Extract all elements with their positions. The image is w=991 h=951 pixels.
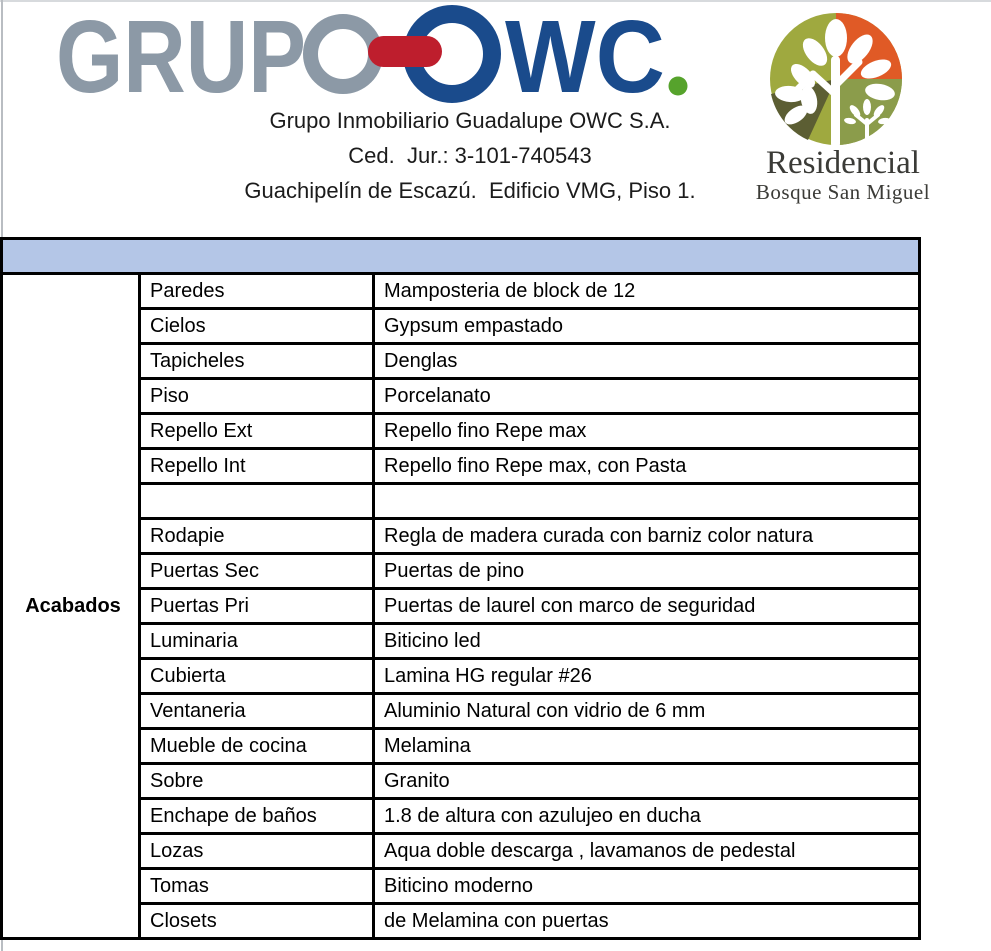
- spec-value-cell: Mamposteria de block de 12: [374, 274, 920, 309]
- table-row: [2, 379, 920, 414]
- page-edge-top: [0, 0, 991, 2]
- spec-label-cell: Sobre: [140, 764, 374, 799]
- spec-label-cell: [140, 484, 374, 519]
- spec-label-cell: Rodapie: [140, 519, 374, 554]
- table-row: [2, 624, 920, 659]
- owc-green-dot-icon: [669, 77, 688, 96]
- spec-label-cell: Closets: [140, 904, 374, 939]
- owc-wc-text: WC: [505, 3, 665, 109]
- table-row: [2, 589, 920, 624]
- spec-label-cell: Repello Ext: [140, 414, 374, 449]
- table-row: [2, 519, 920, 554]
- spec-label-cell: Cielos: [140, 309, 374, 344]
- table-row: [2, 344, 920, 379]
- spec-value-cell: Puertas de pino: [374, 554, 920, 589]
- spec-value-cell: Repello fino Repe max: [374, 414, 920, 449]
- company-ced-jur: Ced. Jur.: 3-101-740543: [348, 143, 592, 168]
- table-row: [2, 554, 920, 589]
- spec-table: [0, 237, 921, 940]
- residencial-logo: [763, 12, 911, 148]
- grupo-owc-logo: [50, 3, 695, 109]
- table-row: [2, 904, 920, 939]
- section-label-acabados: Acabados: [2, 274, 140, 939]
- residencial-text: [733, 146, 953, 204]
- table-row: [2, 764, 920, 799]
- spec-label-cell: Luminaria: [140, 624, 374, 659]
- spec-label-cell: Tomas: [140, 869, 374, 904]
- spec-value-cell: Repello fino Repe max, con Pasta: [374, 449, 920, 484]
- table-row: [2, 694, 920, 729]
- spec-value-cell: 1.8 de altura con azulujeo en ducha: [374, 799, 920, 834]
- table-row: [2, 729, 920, 764]
- spec-value-cell: Granito: [374, 764, 920, 799]
- table-row: [2, 834, 920, 869]
- company-info: [170, 103, 770, 208]
- residencial-subtitle: Bosque San Miguel: [755, 180, 931, 204]
- residencial-title: Residencial: [766, 145, 920, 181]
- spec-label-cell: Lozas: [140, 834, 374, 869]
- company-name: Grupo Inmobiliario Guadalupe OWC S.A.: [269, 108, 671, 133]
- spec-label-cell: Cubierta: [140, 659, 374, 694]
- spec-label-cell: Puertas Sec: [140, 554, 374, 589]
- table-row: [2, 274, 920, 309]
- table-row: [2, 659, 920, 694]
- spec-value-cell: Aluminio Natural con vidrio de 6 mm: [374, 694, 920, 729]
- spec-value-cell: Lamina HG regular #26: [374, 659, 920, 694]
- spec-value-cell: Aqua doble descarga , lavamanos de pedestal: [374, 834, 920, 869]
- table-row: [2, 869, 920, 904]
- spec-label-cell: Paredes: [140, 274, 374, 309]
- spec-label-cell: Piso: [140, 379, 374, 414]
- table-row: [2, 799, 920, 834]
- spec-value-cell: Puertas de laurel con marco de seguridad: [374, 589, 920, 624]
- band-cell: [2, 239, 920, 274]
- spec-value-cell: Regla de madera curada con barniz color natura: [374, 519, 920, 554]
- table-header-band: [2, 239, 920, 274]
- table-row: [2, 449, 920, 484]
- table-row: [2, 484, 920, 519]
- spec-label-cell: Puertas Pri: [140, 589, 374, 624]
- company-address: Guachipelín de Escazú. Edificio VMG, Piso 1.: [244, 178, 696, 203]
- spec-value-cell: Melamina: [374, 729, 920, 764]
- owc-red-link-icon: [368, 36, 442, 67]
- spec-value-cell: [374, 484, 920, 519]
- spec-label-cell: Ventaneria: [140, 694, 374, 729]
- spec-label-cell: Enchape de baños: [140, 799, 374, 834]
- spec-label-cell: Tapicheles: [140, 344, 374, 379]
- spec-table-body: [2, 239, 920, 939]
- spec-value-cell: Denglas: [374, 344, 920, 379]
- owc-grup-text: GRUP: [56, 3, 306, 109]
- spec-value-cell: Gypsum empastado: [374, 309, 920, 344]
- table-row: [2, 414, 920, 449]
- spec-value-cell: Biticino led: [374, 624, 920, 659]
- spec-value-cell: de Melamina con puertas: [374, 904, 920, 939]
- owc-gray-ring-icon: [311, 22, 376, 87]
- table-row: [2, 309, 920, 344]
- spec-value-cell: Biticino moderno: [374, 869, 920, 904]
- spec-label-cell: Repello Int: [140, 449, 374, 484]
- spec-label-cell: Mueble de cocina: [140, 729, 374, 764]
- spec-value-cell: Porcelanato: [374, 379, 920, 414]
